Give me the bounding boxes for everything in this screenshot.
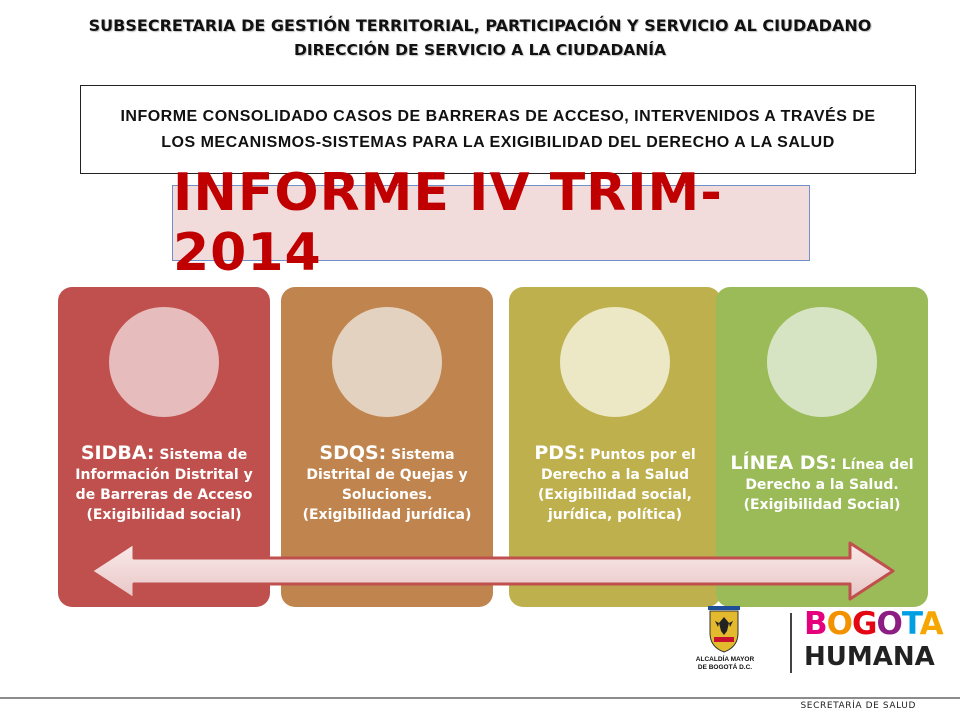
card-desc: Línea del Derecho a la Salud. (Exigibilidad Social) <box>743 457 914 513</box>
bogota-logo-letter: O <box>826 606 852 642</box>
bogota-logo-letter: G <box>852 606 877 642</box>
card-circle <box>332 307 442 417</box>
card-circle <box>560 307 670 417</box>
bogota-logo-bottom: HUMANA <box>804 642 935 672</box>
card-text <box>68 417 260 551</box>
footer-divider <box>0 697 960 699</box>
card-desc: Sistema de Información Distrital y de Barreras de Acceso (Exigibilidad social) <box>75 447 253 523</box>
card-circle <box>109 307 219 417</box>
card-abbr: SDQS: <box>319 442 387 464</box>
bogota-logo-letter: A <box>919 606 943 642</box>
card-circle <box>767 307 877 417</box>
bogota-logo-top <box>804 607 943 641</box>
card-abbr: PDS: <box>534 442 586 464</box>
header-line-1: SUBSECRETARIA DE GESTIÓN TERRITORIAL, PARTICIPACIÓN Y SERVICIO AL CIUDADANO <box>88 16 872 35</box>
trimester-title: INFORME IV TRIM-2014 <box>173 163 723 283</box>
footer-text: SECRETARÍA DE SALUD <box>800 701 916 711</box>
trimester-title-box <box>172 163 810 283</box>
card-desc: Puntos por el Derecho a la Salud (Exigibilidad social, jurídica, política) <box>537 447 696 523</box>
card-text <box>519 417 711 551</box>
double-arrow-icon <box>88 540 896 602</box>
bogota-logo-letter: O <box>876 606 902 642</box>
alcaldia-line-2: DE BOGOTÁ D.C. <box>697 664 753 671</box>
report-title-box <box>80 85 916 174</box>
coat-of-arms-icon <box>706 605 742 653</box>
card-text <box>726 417 918 551</box>
card-desc: Sistema Distrital de Quejas y Soluciones. (Exigibilidad jurídica) <box>302 447 472 523</box>
bogota-logo-letters <box>804 606 943 642</box>
logo-divider <box>790 613 792 673</box>
alcaldia-line-1: ALCALDÍA MAYOR <box>695 656 755 663</box>
logos-area <box>695 605 943 690</box>
header-line-2: DIRECCIÓN DE SERVICIO A LA CIUDADANÍA <box>293 41 667 59</box>
card-abbr: LÍNEA DS: <box>730 452 837 474</box>
header <box>0 14 960 62</box>
card-abbr: SIDBA: <box>80 442 155 464</box>
alcaldia-text <box>686 656 764 672</box>
card-text <box>291 417 483 551</box>
report-title: INFORME CONSOLIDADO CASOS DE BARRERAS DE ACCESO, INTERVENIDOS A TRAVÉS DE LOS MECANISMOS-SISTEMAS PARA LA EXIGIBILIDAD DEL DERECHO A LA SALUD <box>120 107 876 151</box>
bogota-logo-letter: B <box>804 606 827 642</box>
bogota-logo-letter: T <box>901 606 920 642</box>
